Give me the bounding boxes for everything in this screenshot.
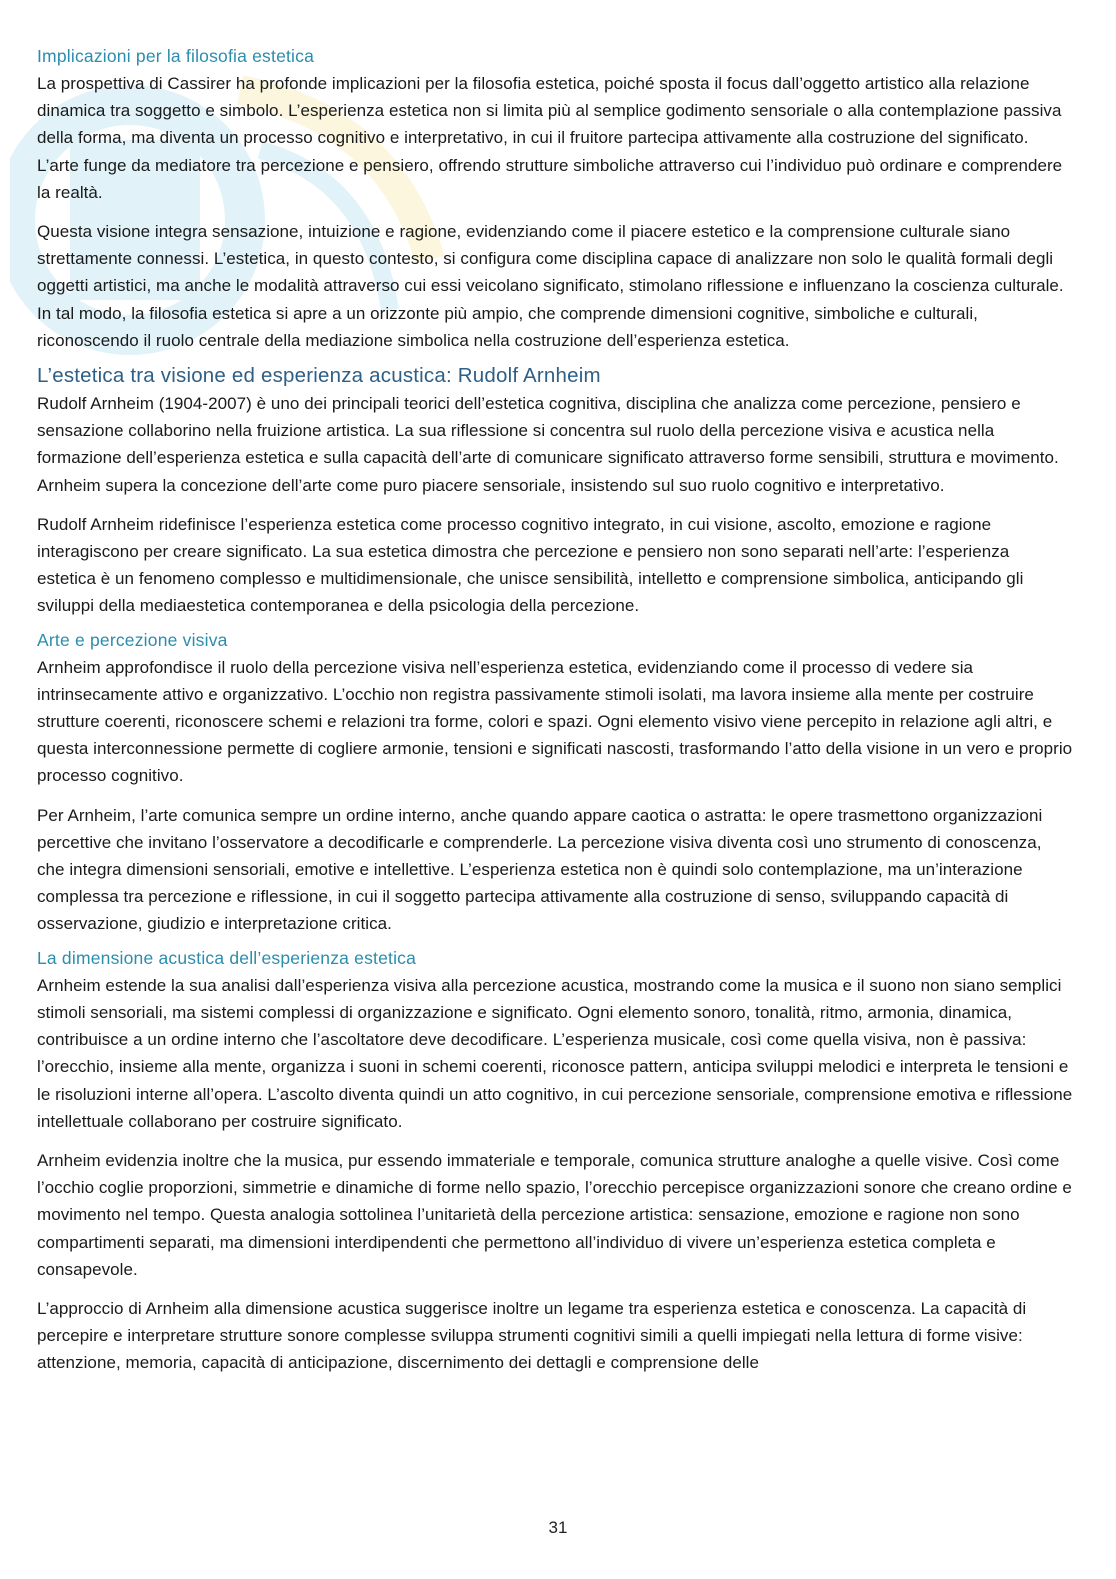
paragraph: La prospettiva di Cassirer ha profonde implicazioni per la filosofia estetica, poiché sposta il focus dall’oggetto artistico alla relazione dinamica tra soggetto e simbolo. L’esperienza estetica non si limita più al semplice godimento sensoriale o alla contemplazione passiva della forma, ma diventa un processo cognitivo e interpretativo, in cui il fruitore partecipa attivamente alla costruzione del significato. L’arte funge da mediatore tra percezione e pensiero, offrendo strutture simboliche attraverso cui l’individuo può ordinare e comprendere la realtà.: [37, 74, 1063, 202]
section-implicazioni: [37, 44, 1073, 354]
paragraph: Per Arnheim, l’arte comunica sempre un ordine interno, anche quando appare caotica o astratta: le opere trasmettono organizzazioni percettive che invitano l’osservatore a decodificarle e comprenderle. La percezione visiva diventa così uno strumento di conoscenza, che integra dimensioni sensoriali, emotive e intellettive. L’esperienza estetica non è quindi solo contemplazione, ma un’interazione complessa tra percezione e riflessione, in cui il soggetto partecipa attivamente alla costruzione di senso, sviluppando capacità di osservazione, giudizio e interpretazione critica.: [37, 805, 1043, 934]
paragraph: Rudolf Arnheim ridefinisce l’esperienza estetica come processo cognitivo integrato, in cui visione, ascolto, emozione e ragione interagiscono per creare significato. La sua estetica dimostra che percezione e pensiero non sono separati nell’arte: l’esperienza estetica è un fenomeno complesso e multidimensionale, che unisce sensibilità, intelletto e comprensione simbolica, anticipando gli sviluppi della mediaestetica contemporanea e della psicologia della percezione.: [37, 514, 1024, 616]
section-heading: La dimensione acustica dell’esperienza estetica: [37, 947, 417, 968]
paragraph: Rudolf Arnheim (1904-2007) è uno dei principali teorici dell’estetica cognitiva, disciplina che analizza come percezione, pensiero e sensazione collaborino nella fruizione artistica. La sua riflessione si concentra sul ruolo della percezione visiva e acustica nella formazione dell’esperienza estetica e sulla capacità dell’arte di comunicare significato attraverso forme sensibili, struttura e movimento. Arnheim supera la concezione dell’arte come puro piacere sensoriale, insistendo sul suo ruolo cognitivo e interpretativo.: [37, 394, 1059, 495]
page-number: 31: [548, 1518, 568, 1537]
section-percezione-visiva: [37, 628, 1073, 938]
paragraph: Questa visione integra sensazione, intuizione e ragione, evidenziando come il piacere estetico e la comprensione culturale siano strettamente connessi. L’estetica, in questo contesto, si configura come disciplina capace di analizzare non solo le qualità formali degli oggetti artistici, ma anche le modalità attraverso cui essi veicolano significato, stimolano riflessione e influenzano la coscienza culturale. In tal modo, la filosofia estetica si apre a un orizzonte più ampio, che comprende dimensioni cognitive, simboliche e culturali, riconoscendo il ruolo centrale della mediazione simbolica nella costruzione dell’esperienza estetica.: [37, 222, 1064, 350]
section-heading: Arte e percezione visiva: [37, 629, 228, 650]
paragraph: Arnheim estende la sua analisi dall’esperienza visiva alla percezione acustica, mostrando come la musica e il suono non siano semplici stimoli sensoriali, ma sistemi complessi di organizzazione e significato. Ogni elemento sonoro, tonalità, ritmo, armonia, dinamica, contribuisce a un ordine interno che l’ascoltatore deve decodificare. L’esperienza musicale, così come quella visiva, non è passiva: l’orecchio, insieme alla mente, organizza i suoni in schemi coerenti, riconosce pattern, anticipa sviluppi melodici e interpreta le tensioni e le risoluzioni interne all’opera. L’ascolto diventa quindi un atto cognitivo, in cui percezione sensoriale, comprensione emotiva e riflessione intellettuale collaborano per costruire significato.: [37, 975, 1073, 1131]
section-heading: Implicazioni per la filosofia estetica: [37, 46, 315, 66]
chapter-heading: L’estetica tra visione ed esperienza acustica: Rudolf Arnheim: [37, 364, 601, 388]
paragraph: Arnheim evidenzia inoltre che la musica, pur essendo immateriale e temporale, comunica strutture analoghe a quelle visive. Così come l’occhio coglie proporzioni, simmetrie e dinamiche di forme nello spazio, l’orecchio percepisce organizzazioni sonore che creano ordine e movimento nel tempo. Questa analogia sottolinea l’unitarietà della percezione artistica: sensazione, emozione e ragione non sono compartimenti separati, ma dimensioni interdipendenti che permettono all’individuo di vivere un’esperienza estetica completa e consapevole.: [37, 1150, 1072, 1279]
paragraph: Arnheim approfondisce il ruolo della percezione visiva nell’esperienza estetica, evidenziando come il processo di vedere sia intrinsecamente attivo e organizzativo. L’occhio non registra passivamente stimoli isolati, ma lavora insieme alla mente per costruire strutture coerenti, riconoscere schemi e relazioni tra forme, colori e spazi. Ogni elemento visivo viene percepito in relazione agli altri, e questa interconnessione permette di cogliere armonie, tensioni e significati nascosti, trasformando l’atto della visione in un vero e proprio processo cognitivo.: [37, 657, 1073, 786]
paragraph: L’approccio di Arnheim alla dimensione acustica suggerisce inoltre un legame tra esperienza estetica e conoscenza. La capacità di percepire e interpretare strutture sonore complesse sviluppa strumenti cognitivi simili a quelli impiegati nella lettura di forme visive: attenzione, memoria, capacità di anticipazione, discernimento dei dettagli e comprensione delle: [37, 1298, 1027, 1373]
section-arnheim: [37, 362, 1073, 620]
section-dimensione-acustica: [37, 946, 1073, 1377]
document-page: [37, 44, 1073, 1389]
